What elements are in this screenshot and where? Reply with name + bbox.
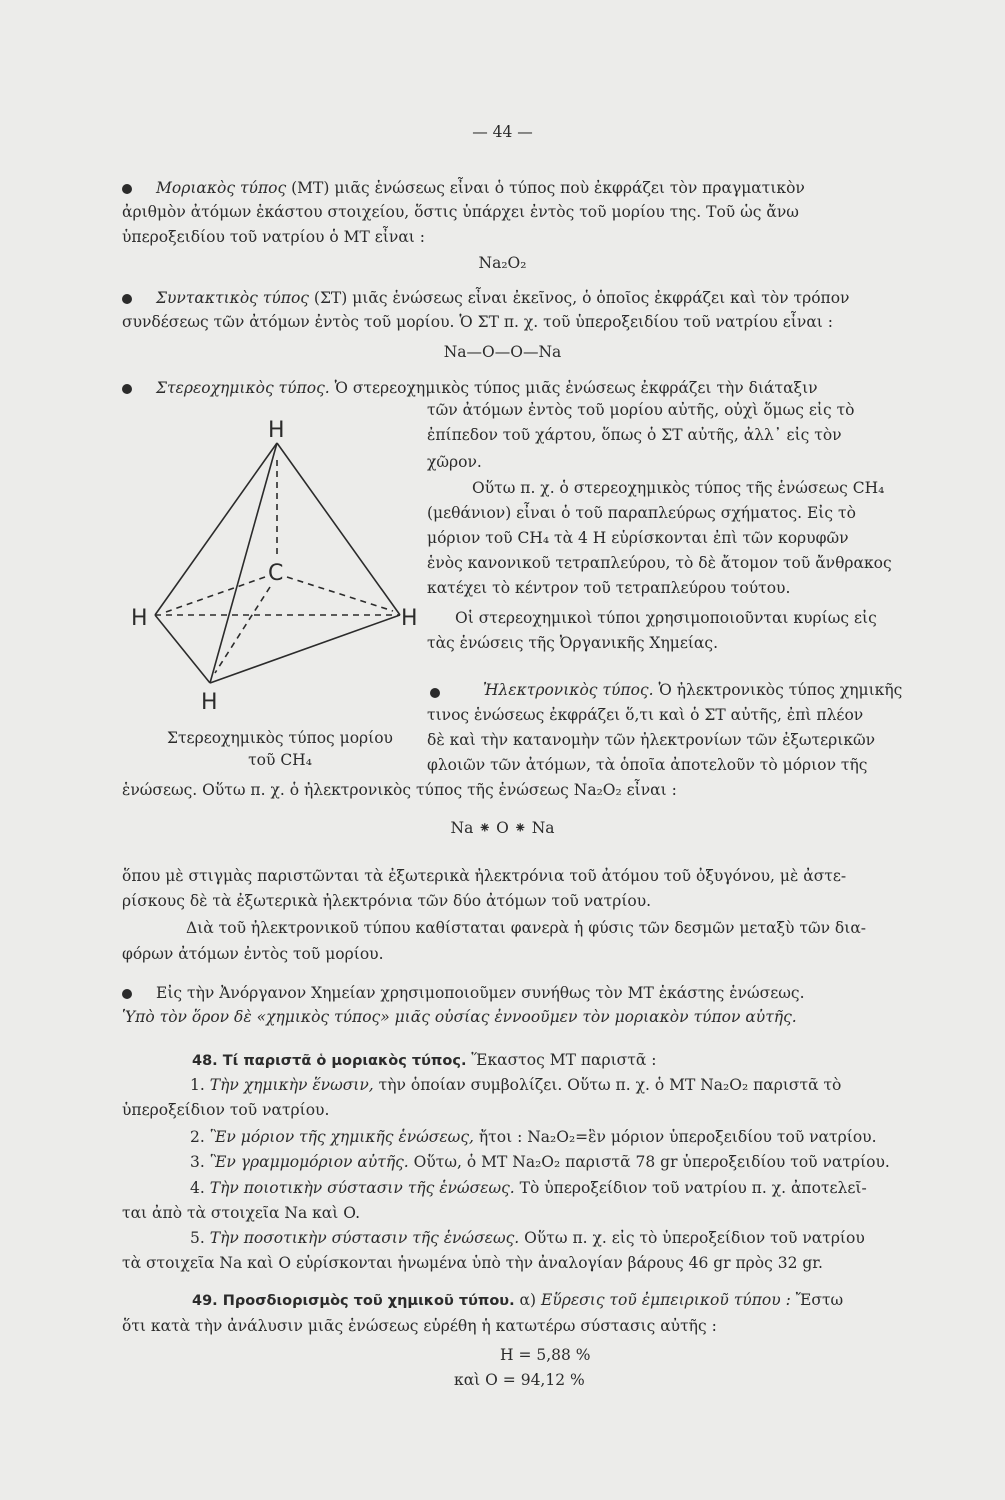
stereo-text-line: τὰς ἑνώσεις τῆς Ὀργανικῆς Χημείας. (427, 634, 719, 652)
stereo-text-line: τῶν ἀτόμων ἐντὸς τοῦ μορίου αὐτῆς, οὐχὶ ὅμως εἰς τὸ (427, 401, 855, 419)
syntaktikos-term: Συντακτικὸς τύπος (156, 289, 309, 307)
ilektronikos-line-2: τινος ἑνώσεως ἐκφράζει ὅ,τι καὶ ὁ ΣΤ αὐτῆς, ἐπὶ πλέον (427, 706, 864, 724)
stereo-term: Στερεοχημικὸς τύπος. (156, 379, 330, 397)
stereo-text-line: Οἱ στερεοχημικοὶ τύποι χρησιμοποιοῦνται κυρίως εἰς (455, 609, 877, 627)
bullet-icon (122, 989, 132, 999)
figure-caption-1: Στερεοχημικὸς τύπος μορίου (167, 729, 393, 747)
stereo-line-1: Στερεοχημικὸς τύπος. Ὁ στερεοχημικὸς τύπος μιᾶς ἑνώσεως ἐκφράζει τὴν διάταξιν (122, 378, 818, 398)
bullet-icon (122, 294, 132, 304)
edge-solid (210, 443, 277, 683)
edge-solid (155, 615, 210, 683)
equation-h: H = 5,88 % (500, 1346, 591, 1364)
methane-tetrahedron-figure (125, 415, 425, 715)
section-48-item: 2. Ἓν μόριον τῆς χημικῆς ἑνώσεως, ἤτοι : Na₂O₂=ἓν μόριον ὑπεροξειδίου τοῦ νατρίου. (190, 1128, 877, 1146)
anorganic-line-2: Ὑπὸ τὸν ὅρον δὲ «χημικὸς τύπος» μιᾶς οὐσίας ἐννοοῦμεν τὸν μοριακὸν τύπον αὐτῆς. (122, 1008, 797, 1026)
moriakos-line-1: Μοριακὸς τύπος (ΜΤ) μιᾶς ἑνώσεως εἶναι ὁ τύπος ποὺ ἐκφράζει τὸν πραγματικὸν (122, 178, 805, 198)
ilektronikos-after-1: ὅπου μὲ στιγμὰς παριστῶνται τὰ ἐξωτερικὰ ἠλεκτρόνια τοῦ ἀτόμου τοῦ ὀξυγόνου, μὲ ἀστε- (122, 867, 847, 885)
section-49-heading-line: 49. Προσδιορισμὸς τοῦ χημικοῦ τύπου. α) Εὕρεσις τοῦ ἐμπειρικοῦ τύπου : Ἔστω (192, 1291, 844, 1309)
equation-o: καὶ O = 94,12 % (454, 1371, 585, 1389)
ilektronikos-line-4: φλοιῶν τῶν ἀτόμων, τὰ ὁποῖα ἀποτελοῦν τὸ μόριον τῆς (427, 756, 868, 774)
stereo-text-line: Οὕτω π. χ. ὁ στερεοχημικὸς τύπος τῆς ἑνώσεως CH₄ (472, 479, 885, 497)
label-h-right: H (401, 606, 418, 631)
ilektronikos-after-4: φόρων ἀτόμων ἐντὸς τοῦ μορίου. (122, 945, 384, 963)
section-48-item: 5. Τὴν ποσοτικὴν σύστασιν τῆς ἑνώσεως. Οὕτω π. χ. εἰς τὸ ὑπεροξείδιον τοῦ νατρίου (190, 1229, 865, 1247)
section-48-item: 4. Τὴν ποιοτικὴν σύστασιν τῆς ἑνώσεως. Τὸ ὑπεροξείδιον τοῦ νατρίου π. χ. ἀποτελεῖ- (190, 1179, 867, 1197)
stereo-text-line: ἑνὸς κανονικοῦ τετραπλεύρου, τὸ δὲ ἄτομον τοῦ ἄνθρακος (427, 554, 892, 572)
stereo-text-line: μόριον τοῦ CH₄ τὰ 4 H εὑρίσκονται ἐπὶ τῶν κορυφῶν (427, 529, 849, 547)
label-h-top: H (268, 418, 285, 443)
syntaktikos-formula: Na—O—O—Na (443, 343, 562, 361)
section-48-cont: ὑπεροξείδιον τοῦ νατρίου. (122, 1101, 330, 1119)
moriakos-formula: Na₂O₂ (478, 254, 527, 272)
section-48-cont: ται ἀπὸ τὰ στοιχεῖα Na καὶ O. (122, 1204, 361, 1222)
section-48-item: 3. Ἓν γραμμομόριον αὐτῆς. Οὕτω, ὁ ΜΤ Na₂O₂ παριστᾶ 78 gr ὑπεροξειδίου τοῦ νατρίου. (190, 1153, 890, 1171)
label-h-left: H (131, 606, 148, 631)
bond-dashed (215, 587, 270, 673)
page-number: — 44 — (472, 123, 533, 141)
moriakos-line-2: ἀριθμὸν ἀτόμων ἑκάστου στοιχείου, ὅστις ὑπάρχει ἐντὸς τοῦ μορίου της. Τοῦ ὡς ἄνω (122, 203, 799, 221)
section-48-heading-line: 48. Τί παριστᾶ ὁ μοριακὸς τύπος. Ἕκαστος ΜΤ παριστᾶ : (192, 1051, 657, 1069)
syntaktikos-line-1: Συντακτικὸς τύπος (ΣΤ) μιᾶς ἑνώσεως εἶναι ἐκεῖνος, ὁ ὁποῖος ἐκφράζει καὶ τὸν τρόπον (122, 288, 849, 308)
ilektronikos-line-3: δὲ καὶ τὴν κατανομὴν τῶν ἠλεκτρονίων τῶν ἐξωτερικῶν (427, 731, 876, 749)
anorganic-line-1: Εἰς τὴν Ἀνόργανον Χημείαν χρησιμοποιοῦμεν συνήθως τὸν ΜΤ ἑκάστης ἑνώσεως. (122, 983, 805, 1003)
label-h-bottom: H (201, 690, 218, 715)
bullet-icon (122, 384, 132, 394)
bullet-icon (122, 184, 132, 194)
moriakos-line-3: ὑπεροξειδίου τοῦ νατρίου ὁ ΜΤ εἶναι : (122, 228, 426, 246)
bullet-icon (430, 688, 440, 698)
moriakos-term: Μοριακὸς τύπος (156, 179, 287, 197)
ilektronikos-after-2: ρίσκους δὲ τὰ ἐξωτερικὰ ἠλεκτρόνια τῶν δύο ἀτόμων τοῦ νατρίου. (122, 892, 652, 910)
ilektronikos-term: Ἠλεκτρονικὸς τύπος. (483, 681, 654, 699)
section-49-heading: 49. Προσδιορισμὸς τοῦ χημικοῦ τύπου. (192, 1293, 515, 1309)
section-48-item: 1. Τὴν χημικὴν ἕνωσιν, τὴν ὁποίαν συμβολίζει. Οὕτω π. χ. ὁ ΜΤ Na₂O₂ παριστᾶ τὸ (190, 1076, 842, 1094)
edge-solid (155, 443, 277, 615)
section-48-cont: τὰ στοιχεῖα Na καὶ O εὑρίσκονται ἡνωμένα ὑπὸ τὴν ἀναλογίαν βάρους 46 gr πρὸς 32 gr. (122, 1254, 823, 1272)
stereo-text-line: (μεθάνιον) εἶναι ὁ τοῦ παραπλεύρως σχήματος. Εἰς τὸ (427, 504, 856, 522)
edge-solid (210, 615, 400, 683)
section-48-heading: 48. Τί παριστᾶ ὁ μοριακὸς τύπος. (192, 1053, 467, 1069)
syntaktikos-line-2: συνδέσεως τῶν ἀτόμων ἐντὸς τοῦ μορίου. Ὁ ΣΤ π. χ. τοῦ ὑπεροξειδίου τοῦ νατρίου εἶναι : (122, 313, 834, 331)
stereo-text-line: χῶρον. (427, 453, 482, 471)
figure-caption-2: τοῦ CH₄ (248, 751, 312, 769)
ilektronikos-formula: Na ⁕ O ⁕ Na (450, 819, 555, 837)
ilektronikos-line-5: ἑνώσεως. Οὕτω π. χ. ὁ ἠλεκτρονικὸς τύπος τῆς ἑνώσεως Na₂O₂ εἶναι : (122, 781, 677, 799)
section-49-line-2: ὅτι κατὰ τὴν ἀνάλυσιν μιᾶς ἑνώσεως εὑρέθη ἡ κατωτέρω σύστασις αὐτῆς : (122, 1317, 717, 1335)
ilektronikos-after-3: Διὰ τοῦ ἠλεκτρονικοῦ τύπου καθίσταται φανερὰ ἡ φύσις τῶν δεσμῶν μεταξὺ τῶν δια- (186, 919, 867, 937)
stereo-text-line: ἐπίπεδον τοῦ χάρτου, ὅπως ὁ ΣΤ αὐτῆς, ἀλλ᾽ εἰς τὸν (427, 426, 842, 444)
edge-solid (277, 443, 400, 615)
label-c-center: C (268, 561, 284, 586)
ilektronikos-line-1: Ἠλεκτρονικὸς τύπος. Ὁ ἠλεκτρονικὸς τύπος χημικῆς (483, 681, 903, 699)
stereo-text-line: κατέχει τὸ κέντρον τοῦ τετραπλεύρου τούτου. (427, 579, 791, 597)
